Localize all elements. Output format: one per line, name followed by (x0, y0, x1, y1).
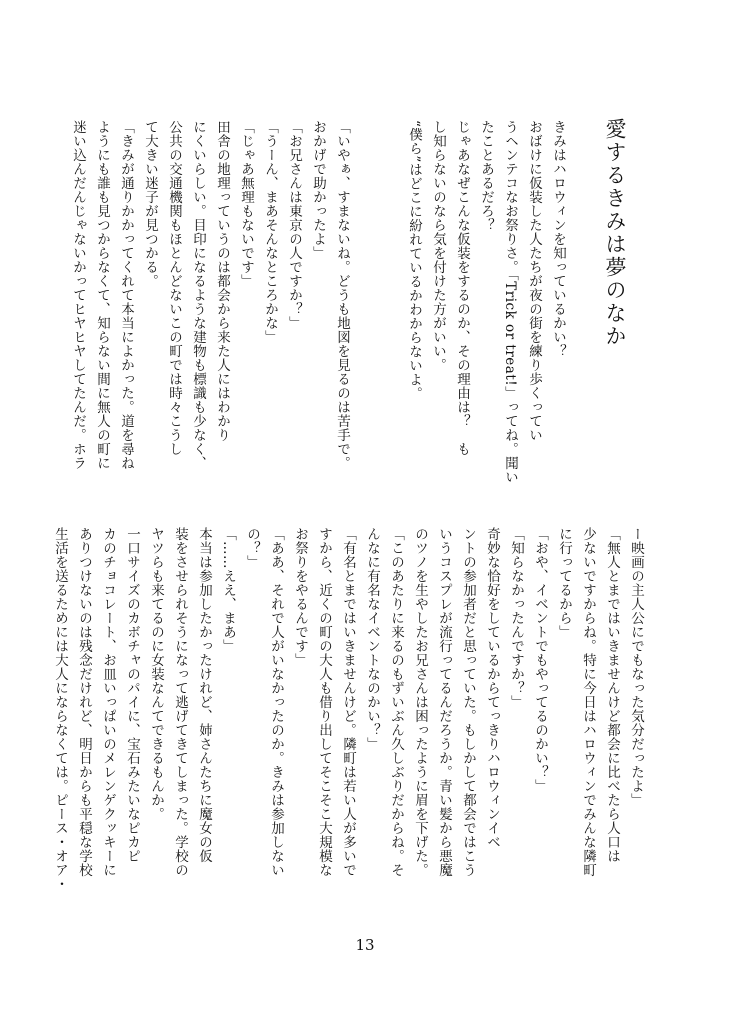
text-line: お祭りをやるんです」 (292, 527, 308, 667)
text-line: すから、近くの町の大人も借り出してそこそこ大規模な (316, 527, 332, 877)
text-line: 少ないですからね。特に今日はハロウィンでみんな隣町 (580, 527, 596, 877)
text-line: ありつけないのは残念だけれど、明日からも平穏な学校 (76, 527, 92, 877)
text-line: 公共の交通機関もほとんどないこの町では時々こうし (166, 120, 182, 456)
text-line: 迷い込んだんじゃないかってヒヤヒヤしてたんだ。ホラ (70, 120, 86, 470)
text-line: うヘンテコなお祭りさ。「Trick or treat!」ってね。聞い (502, 120, 518, 485)
text-line: ヤツらも来てるのに女装なんてできるもんか。 (148, 527, 164, 821)
text-line: ー映画の主人公にでもなった気分だったよ」 (628, 527, 644, 807)
upper-text-block (70, 120, 570, 510)
text-line: 「無人とまではいきませんけど都会に比べたら人口は (604, 527, 620, 863)
text-line: 「きみが通りかかってくれて本当によかった。道を尋ね (118, 120, 134, 470)
text-line: 「うーん、まあそんなところかな」 (262, 120, 278, 344)
text-line: 「ああ、それで人がいなかったのか。きみは参加しない (268, 527, 284, 877)
text-line: 「お兄さんは東京の人ですか？」 (286, 120, 302, 330)
text-line: 「有名とまではいきませんけど。隣町は若い人が多いで (340, 527, 356, 877)
text-line: ントの参加者だと思っていた。もしかして都会ではこう (460, 527, 476, 877)
text-line: いうコスプレが流行ってるんだろうか。青い髪から悪魔 (436, 527, 452, 877)
text-line: ようにも誰も見つからなくて、知らない間に無人の町に (94, 120, 110, 470)
text-line: 装をさせられそうになって逃げてきてしまった。学校の (172, 527, 188, 877)
text-line: て大きい迷子が見つかる。 (142, 120, 158, 288)
text-line: んなに有名なイベントなのかい？」 (364, 527, 380, 751)
text-line: 奇妙な恰好をしているからてっきりハロウィンイベ (484, 527, 500, 849)
text-line: じゃあなぜこんな仮装をするのか、その理由は？ も (454, 120, 470, 456)
text-line: 一口サイズのカボチャのパイに、宝石みたいなピカピ (124, 527, 140, 863)
text-line: し知らないのなら気を付けた方がいい。 (430, 120, 446, 372)
text-line: のツノを生やしたお兄さんは困ったように眉を下げた。 (412, 527, 428, 877)
text-line: 「じゃあ無理もないです」 (238, 120, 254, 288)
text-line: 「いやぁ、すまないね。どうも地図を見るのは苦手で。 (334, 120, 350, 470)
text-line: 本当は参加したかったけれど、姉さんたちに魔女の仮 (196, 527, 212, 863)
text-line: きみはハロウィンを知っているかい？ (550, 120, 566, 358)
text-line: “僕ら”はどこに紛れているかわからないよ。 (406, 120, 422, 401)
lower-text-block (52, 527, 648, 917)
text-line: 生活を送るためには大人にならなくては。ピース・オア・ (52, 527, 68, 891)
text-line: 「知らなかったんですか？」 (508, 527, 524, 709)
text-line: にくいらしい。目印になるような建物も標識も少なく、 (190, 120, 206, 470)
text-line: たことあるだろ？ (478, 120, 494, 232)
text-line: カのチョコレート、お皿いっぱいのメレンゲクッキーに (100, 527, 116, 877)
text-line: 「このあたりに来るのもずいぶん久しぶりだからね。そ (388, 527, 404, 877)
text-line: 田舎の地理っていうのは都会から来た人にはわかり (214, 120, 230, 442)
page-number: 13 (355, 936, 375, 954)
text-line (354, 120, 378, 510)
text-line: おばけに仮装した人たちが夜の街を練り歩くってい (526, 120, 542, 442)
chapter-title: 愛するきみは夢のなか (603, 118, 627, 348)
text-line: の？」 (244, 527, 260, 569)
text-line: おかげで助かったよ」 (310, 120, 326, 260)
text-line: 「おや、イベントでもやってるのかい？」 (532, 527, 548, 793)
text-line: に行ってるから」 (556, 527, 572, 639)
text-line: 「……ええ、まあ」 (220, 527, 236, 653)
text-line (378, 120, 402, 510)
